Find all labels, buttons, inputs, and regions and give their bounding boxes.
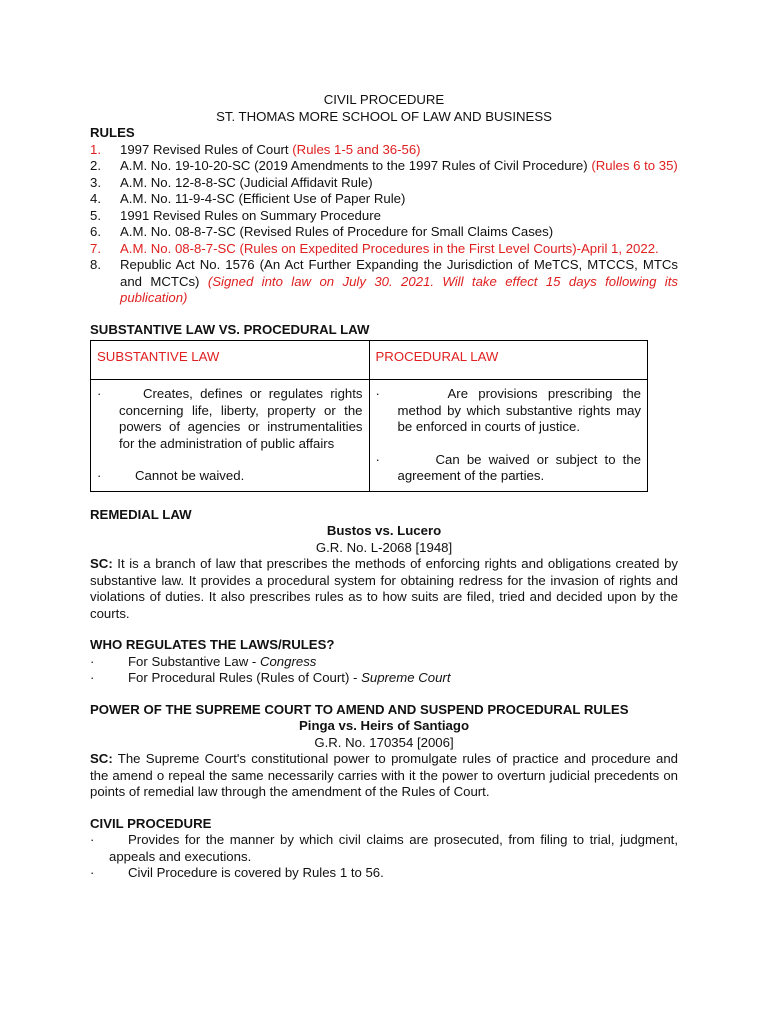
list-item [376,386,642,436]
paragraph-text: The Supreme Court's constitutional power to promulgate rules of practice and procedure and the amend o repeal the same necessarily carries with it the power to overturn judicial precedents on points of remedial law through the amendment of the Rules of Court. [90,751,678,799]
bullet-icon: · [97,386,102,401]
comparison-heading: SUBSTANTIVE LAW VS. PROCEDURAL LAW [90,321,370,337]
bullet-icon: · [97,468,102,483]
cell-text: Cannot be waived. [135,468,245,483]
rule-text: A.M. No. 12-8-8-SC (Judicial Affidavit Rule) [120,174,373,190]
civil-procedure-heading: CIVIL PROCEDURE [90,815,212,831]
document-title: CIVIL PROCEDURE [323,92,445,107]
rule-note: (Signed into law on July 30. 2021. Will take effect 15 days following its publication) [120,273,678,305]
bullet-icon: · [375,451,380,467]
item-text: For Procedural Rules (Rules of Court) - [128,670,362,685]
cell-text: Are provisions prescribing the method by which substantive rights may be enforced in courts of justice. [397,386,641,434]
bullet-icon: · [90,653,95,669]
list-item [97,386,363,452]
rules-list [90,142,678,307]
power-heading: POWER OF THE SUPREME COURT TO AMEND AND SUSPEND PROCEDURAL RULES [90,701,629,717]
substantive-cell [91,380,370,492]
rule-text: A.M. No. 08-8-7-SC (Revised Rules of Procedure for Small Claims Cases) [120,224,554,239]
remedial-heading: REMEDIAL LAW [90,506,192,522]
rule-text: A.M. No. 08-8-7-SC (Rules on Expedited Procedures in the First Level Courts)-April 1, 2022. [120,240,659,256]
case-title: Pinga vs. Heirs of Santiago [298,718,469,733]
item-authority: Supreme Court [361,670,451,685]
list-item [90,865,678,882]
bullet-icon: · [90,865,95,880]
power-paragraph [90,751,678,801]
case-gr-number: G.R. No. L-2068 [1948] [315,539,453,555]
bullet-icon: · [375,386,380,401]
list-number: 3. [90,174,101,190]
item-text: Provides for the manner by which civil claims are prosecuted, from filing to trial, judgment, appeals and executions. [109,832,678,864]
list-item [90,257,678,307]
comparison-table [90,340,648,492]
item-authority: Congress [259,653,317,669]
sc-label: SC: [90,556,113,571]
list-item [90,224,678,241]
list-number: 1. [90,141,101,157]
table-header-substantive: SUBSTANTIVE LAW [91,341,370,380]
list-item [90,241,678,258]
list-number: 2. [90,158,101,173]
rule-text: 1997 Revised Rules of Court [120,141,289,157]
rules-heading: RULES [90,125,135,140]
list-number: 5. [90,207,101,223]
bullet-icon: · [90,670,95,685]
list-item [90,654,678,671]
document-page [90,92,678,882]
table-header-procedural: PROCEDURAL LAW [369,341,648,380]
list-item [90,832,678,865]
procedural-cell [369,380,648,492]
list-item [90,191,678,208]
item-text: For Substantive Law - [128,653,260,669]
table-row [91,341,648,380]
case-gr-number: G.R. No. 170354 [2006] [314,734,454,750]
list-number: 8. [90,257,101,272]
list-item [90,670,678,687]
list-item [97,468,363,485]
rule-text: Republic Act No. 1576 (An Act Further Expanding the Jurisdiction of MeTCS, MTCCS, MTCs and MCTCs) [120,257,678,289]
rule-note: (Rules 1-5 and 36-56) [292,141,421,157]
school-name: ST. THOMAS MORE SCHOOL OF LAW AND BUSINESS [216,108,552,124]
list-number: 4. [90,191,101,206]
item-text: Civil Procedure is covered by Rules 1 to 56. [128,865,384,880]
cell-text: Can be waived or subject to the agreement of the parties. [397,451,641,483]
list-number: 7. [90,240,101,256]
rule-text: 1991 Revised Rules on Summary Procedure [120,207,381,223]
paragraph-text: It is a branch of law that prescribes the methods of enforcing rights and obligations created by substantive law. It provides a procedural system for obtaining redress for the invasion of rights and violations of duties. It also prescribes rules as to how suits are filed, tried and decided upon by the courts. [90,556,678,621]
list-item [376,452,642,485]
cell-text: Creates, defines or regulates rights concerning life, liberty, property or the powers of agencies or instrumentalities for the administration of public affairs [119,386,363,451]
list-item [90,158,678,175]
list-number: 6. [90,224,101,239]
case-title: Bustos vs. Lucero [326,523,442,538]
sc-label: SC: [90,751,113,766]
bullet-icon: · [90,832,95,847]
list-item [90,208,678,225]
list-item [90,142,678,159]
remedial-paragraph [90,556,678,622]
rule-note: (Rules 6 to 35) [591,158,678,173]
rule-text: A.M. No. 19-10-20-SC (2019 Amendments to the 1997 Rules of Civil Procedure) [120,158,588,173]
list-item [90,175,678,192]
regulates-heading: WHO REGULATES THE LAWS/RULES? [90,637,335,652]
rule-text: A.M. No. 11-9-4-SC (Efficient Use of Paper Rule) [120,191,406,206]
table-row [91,380,648,492]
